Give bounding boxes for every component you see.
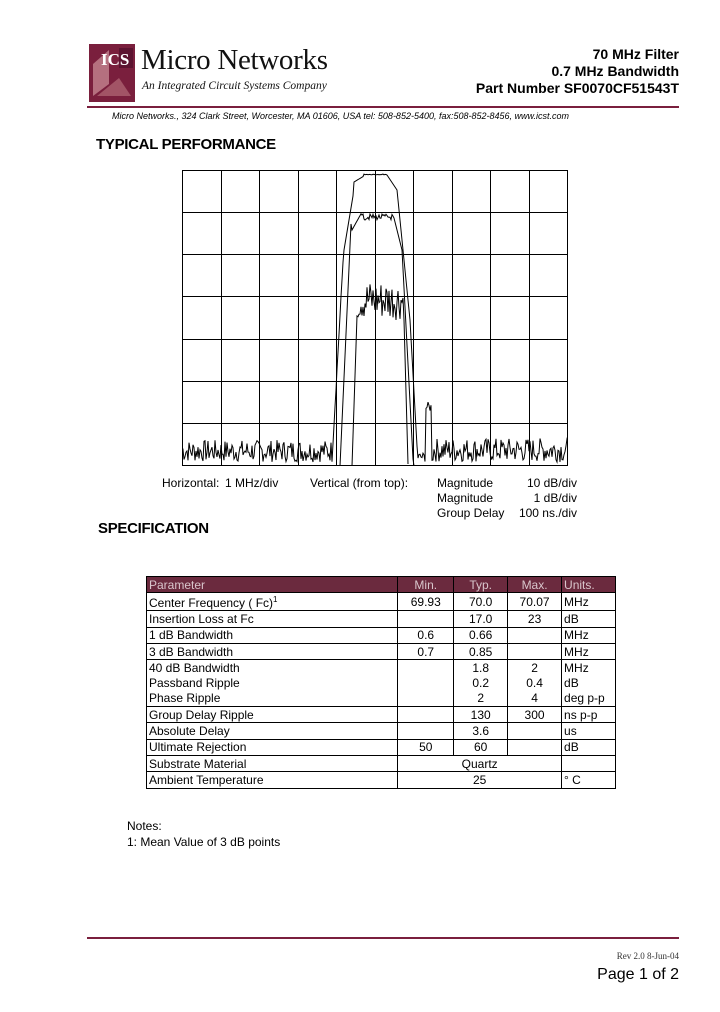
table-header-row	[147, 577, 616, 593]
horizontal-scale-value: 1 MHz/div	[225, 476, 279, 490]
table-row	[147, 707, 616, 723]
min-cell: 69.93	[398, 593, 454, 611]
unit-cell: MHz	[562, 593, 616, 611]
min-cell: 50	[398, 739, 454, 755]
revision-date: Rev 2.0 8-Jun-04	[616, 951, 679, 961]
typ-cell: 60	[454, 739, 508, 755]
param-cell: 3 dB Bandwidth	[147, 643, 398, 659]
param-cell: Ambient Temperature	[147, 772, 398, 788]
trace-scale: 10 dB/div	[526, 476, 577, 490]
typ-cell: 0.2	[454, 675, 508, 690]
brand-tagline: An Integrated Circuit Systems Company	[142, 80, 327, 92]
unit-cell: us	[562, 723, 616, 739]
unit-cell: dB	[562, 739, 616, 755]
param-cell: Center Frequency ( Fc)$^1$	[147, 593, 398, 611]
table-row	[147, 739, 616, 755]
min-cell	[398, 691, 454, 707]
notes	[127, 818, 280, 850]
typ-cell: 1.8	[454, 660, 508, 676]
logo-text: ICS	[101, 50, 130, 69]
param-cell: Group Delay Ripple	[147, 707, 398, 723]
horizontal-scale-label: Horizontal:	[162, 476, 220, 490]
max-cell: 0.4	[508, 675, 562, 690]
max-cell	[508, 627, 562, 643]
performance-plot-svg	[182, 170, 568, 466]
min-cell	[398, 723, 454, 739]
max-cell	[508, 643, 562, 659]
vertical-scale-label: Vertical (from top):	[310, 476, 409, 490]
part-number: Part Number SF0070CF51543T	[475, 80, 679, 96]
unit-cell: ° C	[562, 772, 616, 788]
unit-cell: dB	[562, 611, 616, 627]
specification-heading: SPECIFICATION	[98, 520, 209, 537]
table-row	[147, 755, 616, 771]
trace-scale: 100 ns./div	[518, 506, 577, 520]
document-title	[476, 46, 679, 97]
unit-cell: ns p-p	[562, 707, 616, 723]
unit-cell	[562, 755, 616, 771]
column-header: Min.	[398, 577, 454, 593]
note-item: 1: Mean Value of 3 dB points	[127, 835, 281, 849]
unit-cell: dB	[562, 675, 616, 690]
table-row	[147, 627, 616, 643]
max-cell	[508, 723, 562, 739]
table-row	[147, 675, 616, 690]
param-cell: Ultimate Rejection	[147, 739, 398, 755]
param-cell: 40 dB Bandwidth	[147, 660, 398, 676]
typ-cell: 70.0	[454, 593, 508, 611]
max-cell: 23	[508, 611, 562, 627]
column-header: Max.	[508, 577, 562, 593]
column-header: Parameter	[147, 577, 398, 593]
max-cell: 2	[508, 660, 562, 676]
footer-rule	[87, 937, 679, 939]
max-cell	[508, 739, 562, 755]
table-row	[147, 611, 616, 627]
typical-performance-heading: TYPICAL PERFORMANCE	[96, 136, 276, 153]
trace-scale: 1 dB/div	[533, 491, 577, 505]
min-cell	[398, 675, 454, 690]
column-header: Units.	[562, 577, 616, 593]
substrate-value: Quartz	[398, 755, 562, 771]
min-cell: 0.7	[398, 643, 454, 659]
typ-cell: 3.6	[454, 723, 508, 739]
trace-name: Group Delay	[437, 506, 505, 520]
page-number: Page 1 of 2	[597, 966, 679, 983]
table-row	[147, 643, 616, 659]
title-line: 0.7 MHz Bandwidth	[551, 63, 679, 79]
title-line: 70 MHz Filter	[592, 46, 679, 62]
brand-name: Micro Networks	[141, 44, 328, 76]
param-cell: Phase Ripple	[147, 691, 398, 707]
param-cell: 1 dB Bandwidth	[147, 627, 398, 643]
column-header: Typ.	[454, 577, 508, 593]
table-row	[147, 723, 616, 739]
param-cell: Passband Ripple	[147, 675, 398, 690]
typ-cell: 130	[454, 707, 508, 723]
min-cell	[398, 611, 454, 627]
trace-name: Magnitude	[437, 491, 494, 505]
max-cell: 70.07	[508, 593, 562, 611]
ambient-value: 25	[398, 772, 562, 788]
unit-cell: MHz	[562, 643, 616, 659]
header-rule	[87, 106, 679, 108]
table-row	[147, 660, 616, 676]
min-cell	[398, 707, 454, 723]
typ-cell: 2	[454, 691, 508, 707]
table-row	[147, 772, 616, 788]
unit-cell: deg p-p	[562, 691, 616, 707]
table-row	[147, 691, 616, 707]
unit-cell: MHz	[562, 627, 616, 643]
param-cell: Insertion Loss at Fc	[147, 611, 398, 627]
performance-plot	[182, 170, 568, 466]
trace-name: Magnitude	[437, 476, 494, 490]
param-cell: Absolute Delay	[147, 723, 398, 739]
group-delay-trace	[352, 284, 408, 466]
param-cell: Substrate Material	[147, 755, 398, 771]
max-cell: 300	[508, 707, 562, 723]
typ-cell: 17.0	[454, 611, 508, 627]
typ-cell: 0.85	[454, 643, 508, 659]
ics-logo	[89, 44, 135, 102]
specification-table	[146, 576, 616, 789]
typ-cell: 0.66	[454, 627, 508, 643]
max-cell: 4	[508, 691, 562, 707]
notes-title: Notes:	[127, 819, 162, 833]
company-address: Micro Networks., 324 Clark Street, Worcester, MA 01606, USA tel: 508-852-5400, fax:508-852-8456, www.icst.com	[112, 111, 570, 121]
unit-cell: MHz	[562, 660, 616, 676]
table-row	[147, 593, 616, 611]
min-cell	[398, 660, 454, 676]
min-cell: 0.6	[398, 627, 454, 643]
